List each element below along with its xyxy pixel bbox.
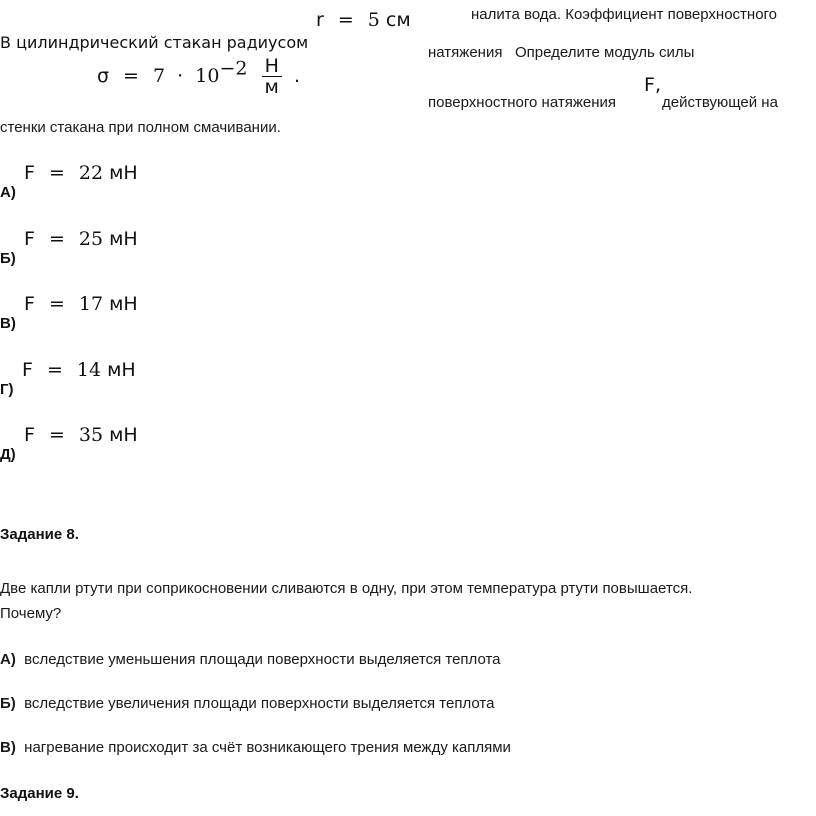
option-v-equals: = bbox=[48, 293, 65, 315]
task8-answer-v bbox=[0, 739, 511, 756]
option-d-var: F bbox=[24, 424, 35, 446]
sigma-var: σ bbox=[97, 65, 110, 87]
radius-equals: = bbox=[337, 9, 354, 31]
task9-title: Задание 9. bbox=[0, 785, 79, 802]
option-b-letter: Б) bbox=[0, 250, 16, 267]
task8-question-line1: Две капли ртути при соприкосновении сливаются в одну, при этом температура ртути повышается. bbox=[0, 580, 693, 597]
option-v-var: F bbox=[24, 293, 35, 315]
option-g-letter: Г) bbox=[0, 381, 14, 398]
fraction-denominator: м bbox=[264, 76, 279, 98]
option-d-value: 35 bbox=[78, 424, 104, 446]
option-v-unit: мН bbox=[109, 293, 138, 315]
option-g-formula bbox=[22, 359, 136, 381]
sigma-exponent: −2 bbox=[219, 57, 248, 80]
force-var-letter: F bbox=[644, 74, 655, 96]
water-text: налита вода. Коэффициент поверхностного bbox=[471, 6, 778, 23]
radius-var: r bbox=[316, 9, 324, 31]
task8-answer-v-text: нагревание происходит за счёт возникающего трения между каплями bbox=[24, 739, 511, 756]
radius-formula bbox=[316, 9, 411, 31]
option-g-unit: мН bbox=[107, 359, 136, 381]
sigma-base: 10 bbox=[195, 65, 220, 87]
fraction-numerator: Н bbox=[264, 55, 279, 77]
force-comma: , bbox=[654, 74, 661, 96]
option-g-var: F bbox=[22, 359, 33, 381]
task8-question-line2: Почему? bbox=[0, 605, 62, 622]
task8-title: Задание 8. bbox=[0, 526, 79, 543]
option-a-var: F bbox=[24, 162, 35, 184]
tension-text: натяжения Определите модуль силы bbox=[428, 44, 695, 61]
task8-answer-b-text: вследствие увеличения площади поверхности выделяется теплота bbox=[24, 695, 495, 712]
option-d-formula bbox=[24, 424, 138, 446]
task8-answer-b-letter: Б) bbox=[0, 695, 16, 712]
acting-text: действующей на bbox=[662, 94, 778, 111]
sigma-dot: · bbox=[177, 65, 184, 87]
option-v-letter: В) bbox=[0, 315, 16, 332]
option-d-letter: Д) bbox=[0, 446, 16, 463]
task8-answer-a bbox=[0, 651, 501, 668]
option-b-value: 25 bbox=[78, 228, 104, 250]
option-g-value: 14 bbox=[76, 359, 102, 381]
option-b-unit: мН bbox=[109, 228, 138, 250]
option-b-formula bbox=[24, 228, 138, 250]
task8-answer-v-letter: В) bbox=[0, 739, 16, 756]
option-v-formula bbox=[24, 293, 138, 315]
option-a-unit: мН bbox=[109, 162, 138, 184]
option-d-unit: мН bbox=[109, 424, 138, 446]
task8-answer-a-text: вследствие уменьшения площади поверхности выделяется теплота bbox=[24, 651, 501, 668]
option-b-equals: = bbox=[48, 228, 65, 250]
option-d-equals: = bbox=[48, 424, 65, 446]
task8-answer-b bbox=[0, 695, 494, 712]
unit-fraction bbox=[262, 56, 282, 97]
walls-text: стенки стакана при полном смачивании. bbox=[0, 119, 281, 136]
sigma-formula bbox=[97, 56, 300, 97]
option-g-equals: = bbox=[46, 359, 63, 381]
sigma-equals: = bbox=[123, 65, 139, 87]
intro-text: В цилиндрический стакан радиусом bbox=[0, 33, 309, 52]
option-b-var: F bbox=[24, 228, 35, 250]
option-a-formula bbox=[24, 162, 138, 184]
sigma-coef: 7 bbox=[152, 65, 166, 87]
option-a-equals: = bbox=[48, 162, 65, 184]
option-a-value: 22 bbox=[78, 162, 104, 184]
sigma-period: . bbox=[293, 65, 301, 87]
option-v-value: 17 bbox=[78, 293, 104, 315]
force-var bbox=[644, 74, 661, 96]
radius-value: 5 bbox=[367, 9, 380, 31]
force-text: поверхностного натяжения bbox=[428, 94, 617, 111]
option-a-letter: А) bbox=[0, 184, 16, 201]
radius-unit: см bbox=[385, 9, 411, 31]
task8-answer-a-letter: А) bbox=[0, 651, 16, 668]
